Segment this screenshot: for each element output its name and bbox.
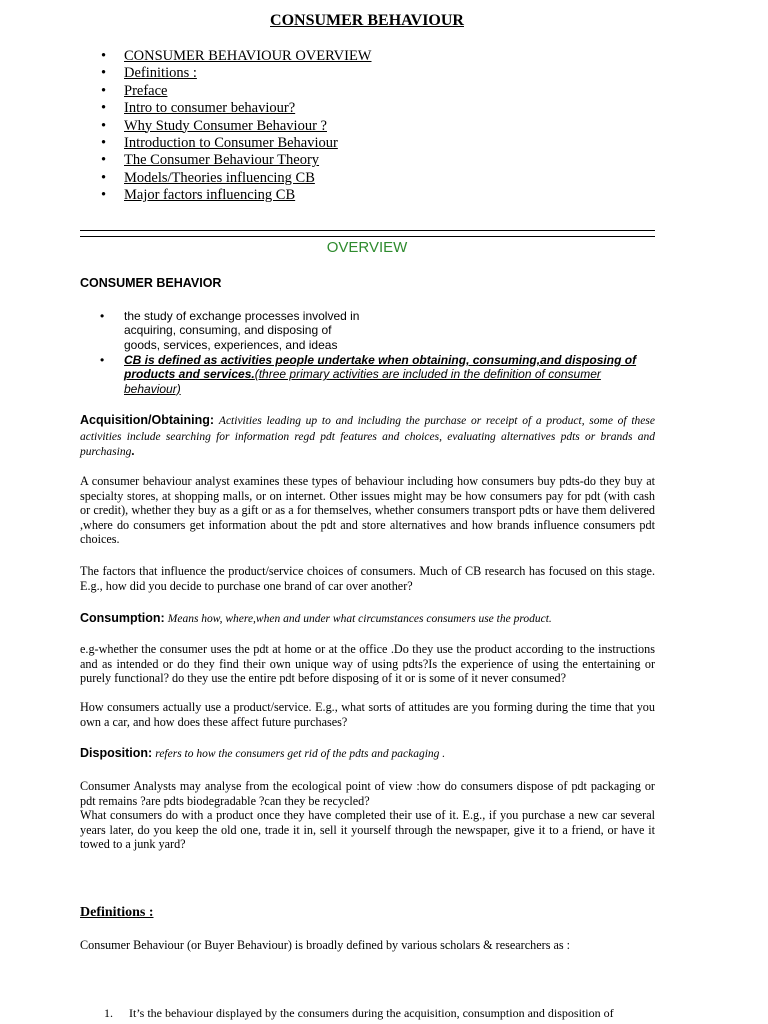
bullet-bold-text: CB is defined as activities people undertake when obtaining, consuming,and disposing of products and services. — [124, 353, 637, 382]
toc-link[interactable]: Major factors influencing CB — [124, 187, 296, 204]
document-title: CONSUMER BEHAVIOUR — [270, 12, 464, 29]
example-paragraph: e.g-whether the consumer uses the pdt at home or at the office .Do they use the product according to the instructions and as intended or do they find their own unique way of using pdts?Is the experience of using the entertaining or purely functional? do they use the entire pdt before disposing of it or is some of it never consumed? — [80, 642, 655, 685]
disposition-label: Disposition: — [80, 746, 153, 760]
toc-item[interactable] — [101, 170, 372, 187]
bullet-line: goods, services, experiences, and ideas — [124, 337, 338, 352]
consumption-text: Means how, where,when and under what circumstances consumers use the product. — [167, 613, 552, 625]
disposal-paragraph: What consumers do with a product once they have completed their use of it. E.g., if you purchase a new car several years later, do you keep the old one, trade it in, sell it yourself through the newspaper, give it to a friend, or have it towed to a junk yard? — [80, 808, 655, 851]
table-of-contents — [101, 48, 372, 205]
factors-paragraph: The factors that influence the product/service choices of consumers. Much of CB research has focused on this stage. E.g., how did you decide to purchase one brand of car over another? — [80, 564, 655, 593]
definition-item — [104, 1006, 614, 1021]
toc-item[interactable] — [101, 187, 372, 204]
toc-item[interactable] — [101, 83, 372, 100]
analyst-paragraph: A consumer behaviour analyst examines these types of behaviour including how consumers buy pdts-do they buy at specialty stores, at shopping malls, or on internet. Other issues might may be how consumers pay for pdt (with cash or credit), whether they buy as a gift or as a for themselves, whether consumers transport pdts or have them delivered ,where do consumers get information about the pdt and store alternatives and how brands influence consumers pdt choices. — [80, 474, 655, 546]
toc-item[interactable] — [101, 48, 372, 65]
acquisition-end: . — [131, 444, 135, 458]
toc-item[interactable] — [101, 135, 372, 152]
toc-link[interactable]: CONSUMER BEHAVIOUR OVERVIEW — [124, 48, 372, 64]
toc-item[interactable] — [101, 100, 372, 117]
bullet-text — [124, 353, 644, 396]
disposition-text: refers to how the consumers get rid of the pdts and packaging . — [155, 748, 446, 760]
consumption-paragraph — [80, 611, 655, 627]
bullet-item — [100, 353, 656, 396]
disposition-paragraph — [80, 746, 655, 762]
bullet-dot: • — [100, 309, 105, 323]
definition-number: 1. — [104, 1006, 113, 1020]
bullet-note-text: (three primary activities are included in the definition of consumer behaviour) — [124, 367, 601, 396]
definitions-heading: Definitions : — [80, 905, 154, 920]
bullet-item — [100, 309, 660, 353]
usage-paragraph: How consumers actually use a product/service. E.g., what sorts of attitudes are you forming during the time that you own a car, and how does these affect future purchases? — [80, 700, 655, 729]
overview-heading: OVERVIEW — [326, 239, 408, 256]
toc-link[interactable]: Models/Theories influencing CB — [124, 169, 315, 186]
acquisition-paragraph — [80, 413, 655, 460]
divider-rule — [80, 230, 655, 231]
bullet-line: the study of exchange processes involved in — [124, 309, 360, 323]
bullet-dot: • — [100, 353, 105, 367]
toc-link[interactable]: Intro to consumer behaviour? — [124, 100, 296, 117]
ecology-paragraph: Consumer Analysts may analyse from the ecological point of view :how do consumers dispose of pdt packaging or pdt remains ?are pdts biodegradable ?can they be recycled? — [80, 779, 655, 808]
toc-link[interactable]: Definitions : — [124, 65, 197, 82]
toc-item[interactable] — [101, 152, 372, 169]
bullet-line: acquiring, consuming, and disposing of — [124, 323, 332, 338]
toc-link[interactable]: The Consumer Behaviour Theory — [124, 152, 320, 169]
definition-text: It’s the behaviour displayed by the consumers during the acquisition, consumption and disposition of — [129, 1006, 614, 1020]
acquisition-text: Activities leading up to and including the purchase or receipt of a product, some of these activities include searching for information regd pdt features and choices, evaluating alternatives pdts or brands and purchasing — [80, 415, 655, 458]
section-heading: CONSUMER BEHAVIOR — [80, 276, 222, 290]
acquisition-label: Acquisition/Obtaining: — [80, 413, 215, 427]
definitions-intro: Consumer Behaviour (or Buyer Behaviour) is broadly defined by various scholars & researchers as : — [80, 938, 571, 952]
toc-item[interactable] — [101, 65, 372, 82]
toc-link[interactable]: Preface — [124, 82, 168, 99]
toc-link[interactable]: Why Study Consumer Behaviour ? — [124, 117, 327, 134]
divider-rule — [80, 236, 655, 237]
toc-link[interactable]: Introduction to Consumer Behaviour — [124, 134, 338, 151]
consumption-label: Consumption: — [80, 611, 165, 625]
toc-item[interactable] — [101, 118, 372, 135]
